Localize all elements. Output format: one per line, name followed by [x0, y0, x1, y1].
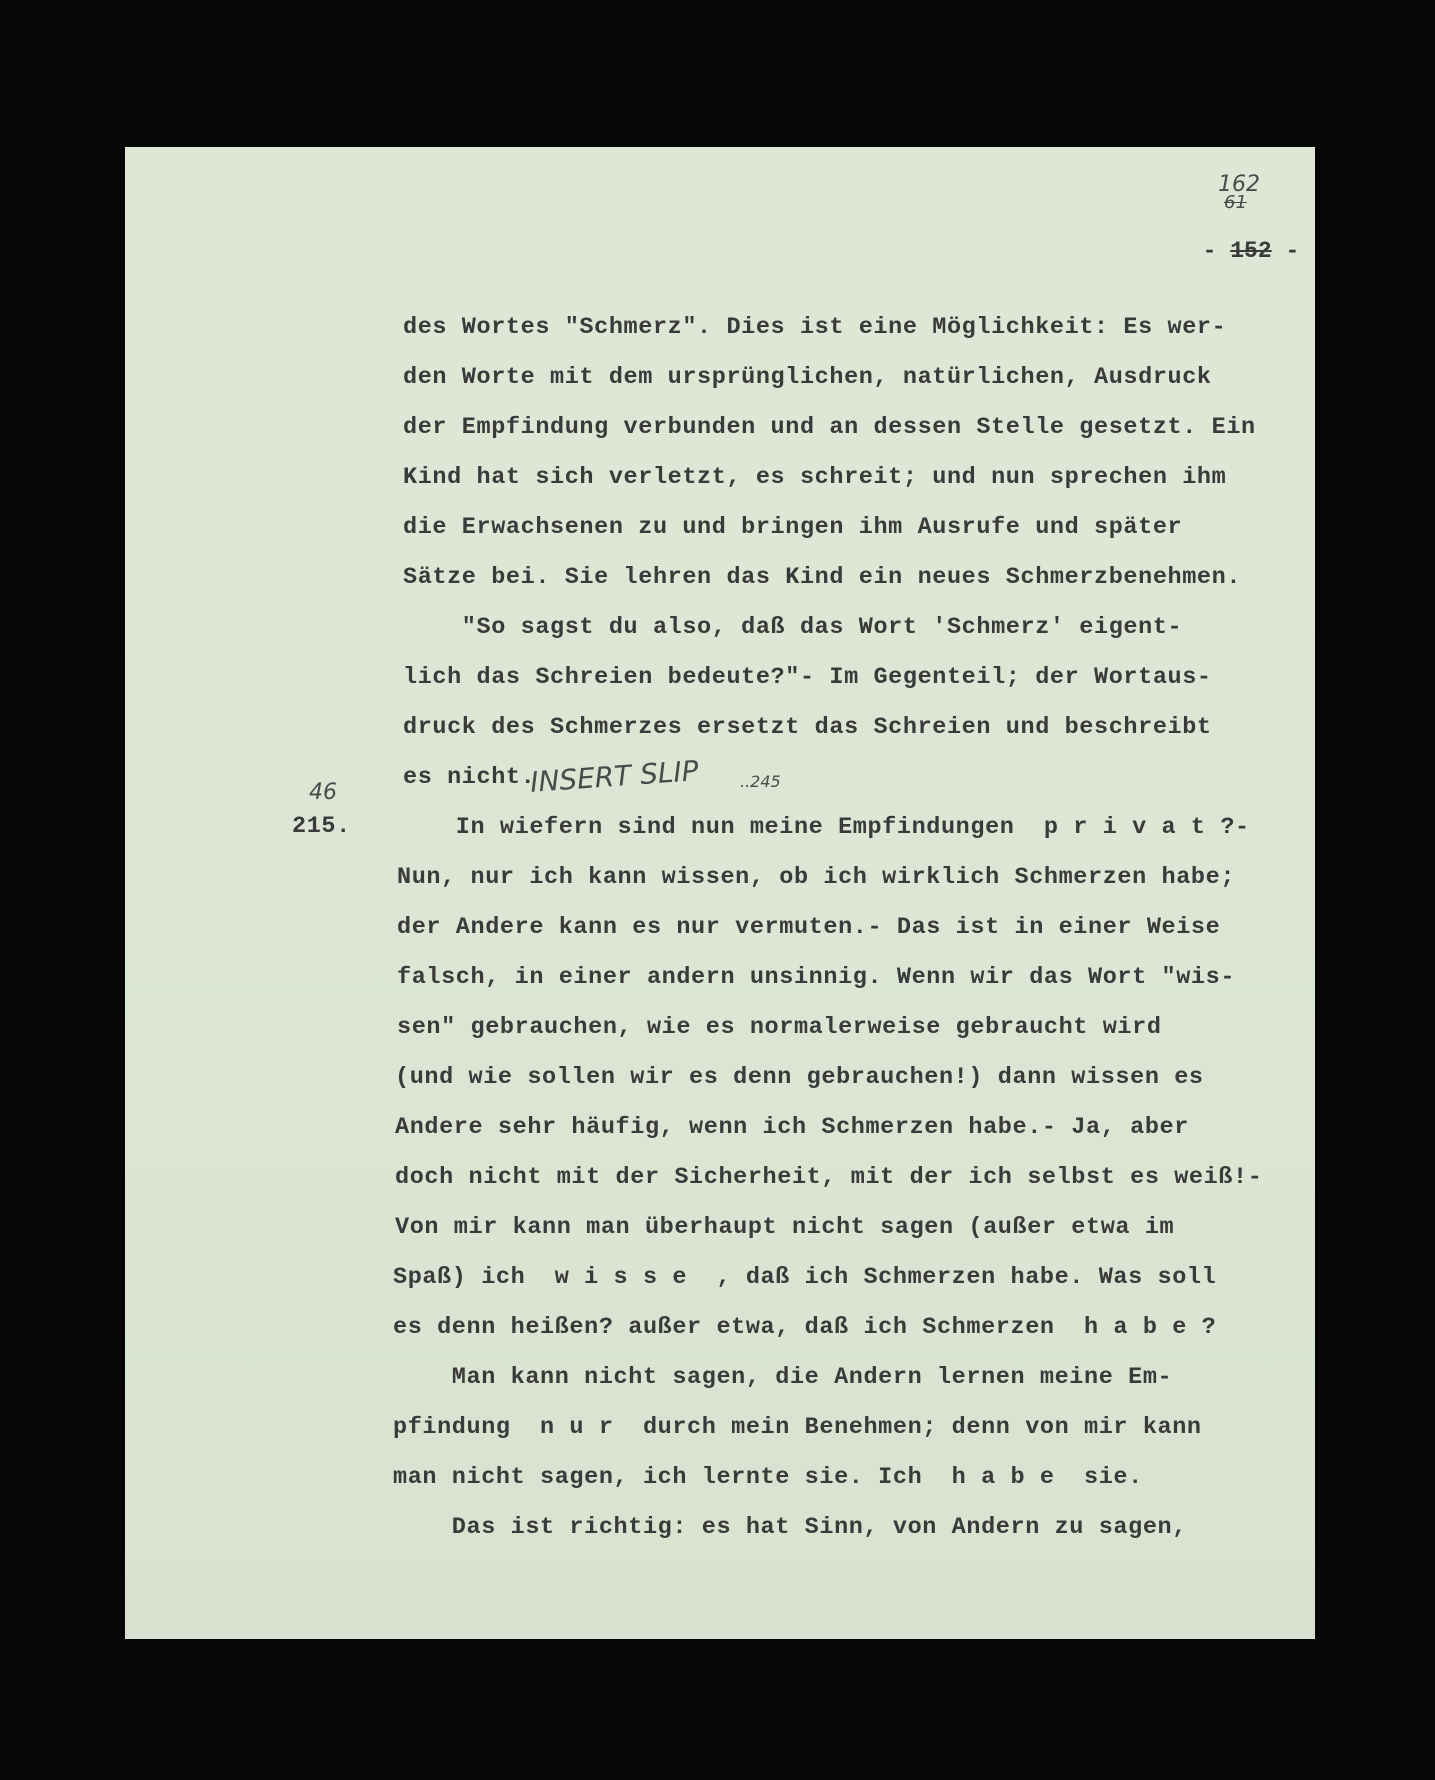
text-line: Andere sehr häufig, wenn ich Schmerzen habe.- Ja, aber — [395, 1114, 1189, 1141]
page-number-handwritten: 162 — [1218, 172, 1260, 197]
text-line: Kind hat sich verletzt, es schreit; und nun sprechen ihm — [403, 464, 1227, 491]
text-line: es nicht. — [403, 764, 536, 791]
text-line: Spaß) ich w i s s e , daß ich Schmerzen habe. Was soll — [393, 1264, 1217, 1291]
text-line: Man kann nicht sagen, die Andern lernen meine Em- — [393, 1364, 1173, 1391]
section-number-handwritten: 46 — [309, 780, 337, 805]
text-line: der Andere kann es nur vermuten.- Das ist in einer Weise — [397, 914, 1221, 941]
text-line: falsch, in einer andern unsinnig. Wenn wir das Wort "wis- — [397, 964, 1236, 991]
text-line: doch nicht mit der Sicherheit, mit der ich selbst es weiß!- — [395, 1164, 1263, 1191]
text-line: des Wortes "Schmerz". Dies ist eine Möglichkeit: Es wer- — [403, 314, 1227, 341]
text-line: man nicht sagen, ich lernte sie. Ich h a b e sie. — [393, 1464, 1143, 1491]
text-line: "So sagst du also, daß das Wort 'Schmerz' eigent- — [403, 614, 1183, 641]
text-line: sen" gebrauchen, wie es normalerweise gebraucht wird — [397, 1014, 1162, 1041]
text-line: es denn heißen? außer etwa, daß ich Schmerzen h a b e ? — [393, 1314, 1217, 1341]
text-line: Sätze bei. Sie lehren das Kind ein neues Schmerzbenehmen. — [403, 564, 1242, 591]
page-number-typed: - 152 - — [1202, 238, 1300, 264]
text-line: der Empfindung verbunden und an dessen Stelle gesetzt. Ein — [403, 414, 1256, 441]
text-line: (und wie sollen wir es denn gebrauchen!) dann wissen es — [395, 1064, 1204, 1091]
text-line: druck des Schmerzes ersetzt das Schreien und beschreibt — [403, 714, 1212, 741]
text-line: Von mir kann man überhaupt nicht sagen (außer etwa im — [395, 1214, 1175, 1241]
text-line: die Erwachsenen zu und bringen ihm Ausrufe und später — [403, 514, 1183, 541]
text-line: pfindung n u r durch mein Benehmen; denn von mir kann — [393, 1414, 1202, 1441]
text-line: den Worte mit dem ursprünglichen, natürlichen, Ausdruck — [403, 364, 1212, 391]
text-line: Nun, nur ich kann wissen, ob ich wirklich Schmerzen habe; — [397, 864, 1236, 891]
text-line: Das ist richtig: es hat Sinn, von Andern zu sagen, — [393, 1514, 1187, 1541]
insert-slip-note: INSERT SLIP — [529, 754, 700, 799]
page-number-old-handwritten: 61 — [1224, 192, 1247, 213]
insert-slip-subnote: ..245 — [740, 772, 781, 791]
section-number-typed: 215. — [292, 813, 351, 840]
text-line: In wiefern sind nun meine Empfindungen p r i v a t ?- — [397, 814, 1250, 841]
text-line: lich das Schreien bedeute?"- Im Gegenteil; der Wortaus- — [403, 664, 1212, 691]
